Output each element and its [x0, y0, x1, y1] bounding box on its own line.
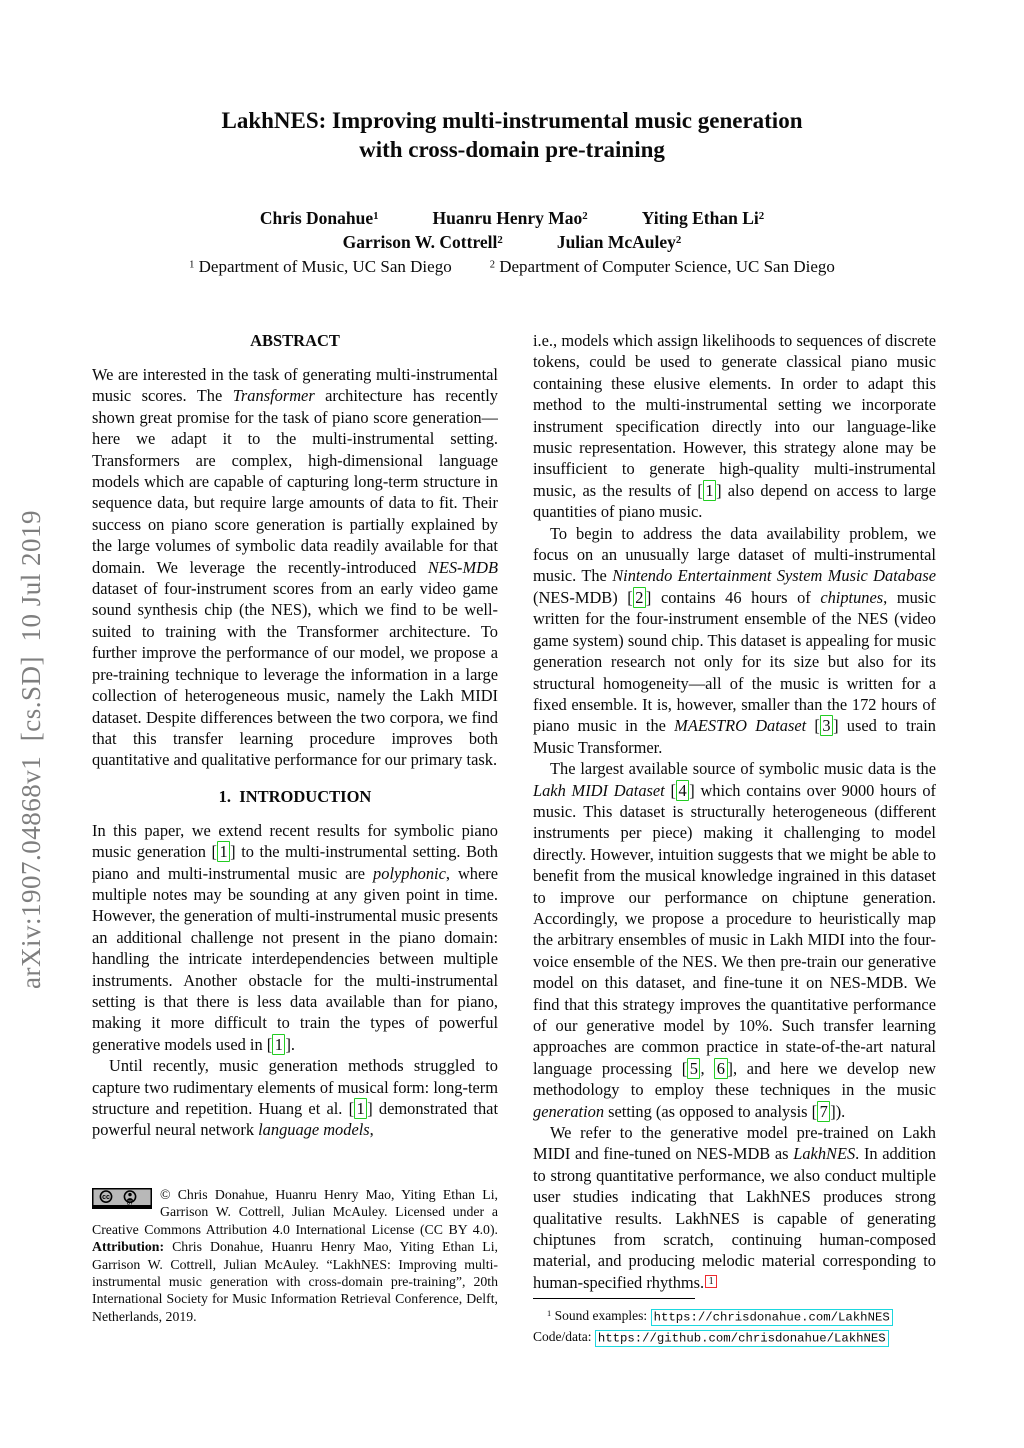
- italic-text: MAESTRO Dataset: [674, 716, 807, 736]
- superscript: 2: [582, 210, 588, 223]
- text-segment: Chris Donahue: [259, 208, 374, 228]
- affiliations: [0, 255, 1024, 279]
- text-segment: Julian McAuley: [556, 232, 676, 252]
- bold-text: Attribution:: [92, 1239, 165, 1255]
- footnote-line-1: $^1$ Sound examples: https://chrisdonahue.com/LakhNES: [533, 1306, 936, 1327]
- italic-text: Lakh MIDI Dataset: [533, 780, 665, 800]
- body-paragraph-4: We refer to the generative model pre-trained on Lakh MIDI and fine-tuned on NES-MDB as LakhNES. In addition to strong quantitative performance, we also conduct multiple user studies indicating that LakhNES produces strong qualitative results. LakhNES is capable of generating chiptunes from scratch, continuing human-composed material, and producing melodic material corresponding to human-specified rhythms. $^1$: [533, 1123, 937, 1292]
- introduction-heading: 1. INTRODUCTION: [218, 786, 372, 806]
- superscript: 2: [497, 234, 503, 247]
- svg-text:BY: BY: [127, 1200, 133, 1206]
- right-column-body: [533, 330, 936, 1293]
- footnote-rule: [533, 1298, 695, 1299]
- superscript: 1: [547, 1309, 552, 1319]
- text-segment: Garrison W. Cottrell: [342, 232, 498, 252]
- authors-row-2: [0, 230, 1024, 254]
- italic-text: Nintendo Entertainment System Music Database: [612, 566, 936, 586]
- paper-title-line2: with cross-domain pre-training: [359, 137, 665, 162]
- license-text: © Chris Donahue, Huanru Henry Mao, Yiting Ethan Li, Garrison W. Cottrell, Julian McAuley. Licensed under a Creative Commons Attribution 4.0 International License (CC BY 4.0). Attribution: Chris Donahue, Huanru Henry Mao, Yiting Ethan Li, Garrison W. Cottrell, Julian McAuley. “LakhNES: Improving multi-instrumental music generation with cross-domain pre-training”, 20th International Society for Music Information Retrieval Conference, Delft, Netherlands, 2019.: [92, 1187, 498, 1324]
- text-segment: Department of Computer Science, UC San Diego: [494, 257, 835, 276]
- paper-title-line1: LakhNES: Improving multi-instrumental music generation: [221, 108, 803, 133]
- arxiv-banner: arXiv:1907.04868v1 [cs.SD] 10 Jul 2019: [16, 510, 46, 990]
- url-link[interactable]: https://chrisdonahue.com/LakhNES: [651, 1309, 893, 1326]
- text-segment: Yiting Ethan Li: [641, 208, 759, 228]
- superscript: 1: [189, 259, 195, 271]
- body-paragraph-2: To begin to address the data availability problem, we focus on an unusually large dataset of multi-instrumental music. The Nintendo Entertainment System Music Database (NES-MDB) [ 2 ] contains 46 hours of chiptunes, music written for the four-instrument ensemble of the NES (video game system) sound chip. This dataset is appealing for music generation research not only for its size but also for its structural homogeneity—all of the music is written for a fixed ensemble. It is, however, smaller than the 172 hours of piano music in the MAESTRO Dataset [ 3 ] used to train Music Transformer.: [533, 523, 936, 757]
- citation-link[interactable]: 1: [272, 1034, 285, 1055]
- svg-text:cc: cc: [102, 1194, 110, 1201]
- italic-text: LakhNES: [793, 1144, 856, 1164]
- citation-link[interactable]: 1: [354, 1098, 367, 1119]
- text-segment: Huanru Henry Mao: [432, 208, 583, 228]
- citation-link[interactable]: 3: [820, 715, 833, 736]
- superscript: 2: [758, 210, 765, 223]
- italic-text: polyphonic: [373, 863, 446, 883]
- superscript: 2: [675, 234, 682, 247]
- italic-text: Transformer: [232, 386, 315, 406]
- right-column: [533, 330, 936, 1348]
- footnote-block: [533, 1293, 936, 1348]
- cc-by-badge-icon: [92, 1188, 152, 1209]
- citation-link[interactable]: 7: [817, 1101, 830, 1122]
- superscript: 2: [489, 259, 495, 271]
- italic-text: NES-MDB: [427, 557, 498, 577]
- intro-paragraph-1: In this paper, we extend recent results for symbolic piano music generation [ 1 ] to the multi-instrumental setting. Both piano and multi-instrumental music are polyphonic, where multiple notes may be sounding at any given point in time. However, the generation of multi-instrumental music presents an additional challenge not present in the piano domain: handling the intricate interdependencies between multiple instruments. Another obstacle for the multi-instrumental setting is that there is less data available than for piano, making it more difficult to train the types of powerful generative models used in [ 1 ].: [92, 820, 498, 1054]
- italic-text: language models: [258, 1120, 370, 1140]
- superscript: 1: [373, 210, 379, 223]
- citation-link[interactable]: 4: [676, 780, 689, 801]
- url-link[interactable]: https://github.com/chrisdonahue/LakhNES: [595, 1330, 889, 1347]
- intro-paragraph-2: Until recently, music generation methods struggled to capture two rudimentary elements of musical form: long-term structure and repetition. Huang et al. [ 1 ] demonstrated that powerful neural network language models,: [92, 1056, 498, 1140]
- footnote-ref-marker[interactable]: 1: [705, 1275, 717, 1288]
- citation-link[interactable]: 2: [633, 587, 646, 608]
- authors-row-1: [0, 206, 1024, 230]
- citation-link[interactable]: 1: [703, 480, 716, 501]
- abstract-text: We are interested in the task of generating multi-instrumental music scores. The Transformer architecture has recently shown great promise for the task of piano score generation—here we adapt it to the multi-instrumental setting. Transformers are complex, high-dimensional language models which are capable of capturing long-term structure in sequence data, but require large amounts of data to fit. Their success on piano score generation is partially explained by the large volumes of symbolic data readily available for that domain. We leverage the recently-introduced NES-MDB dataset of four-instrument scores from an early video game sound synthesis chip (the NES), which we find to be well-suited to training with the Transformer architecture. To further improve the performance of our model, we propose a pre-training technique to leverage the information in a large collection of heterogeneous music, namely the Lakh MIDI dataset. Despite differences between the two corpora, we find that this transfer learning procedure improves both quantitative and qualitative performance for our primary task.: [92, 365, 498, 770]
- citation-link[interactable]: 5: [687, 1058, 700, 1079]
- body-paragraph-1: i.e., models which assign likelihoods to sequences of discrete tokens, could be used to generate classical piano music containing these elusive elements. In order to adapt this method to the multi-instrumental setting we incorporate instrument specification directly into our language-like music representation. However, this strategy alone may be insufficient to generate high-quality multi-instrumental music, as the results of [ 1 ] also depend on access to large quantities of piano music.: [533, 331, 936, 522]
- italic-text: generation: [533, 1101, 605, 1121]
- body-paragraph-3: The largest available source of symbolic music data is the Lakh MIDI Dataset [ 4 ] which contains over 9000 hours of music. This dataset is structurally heterogeneous (different instruments per piece) making it challenging to model directly. However, intuition suggests that we might be able to benefit from the musical knowledge ingrained in this dataset to improve our performance on chiptune generation. Accordingly, we propose a procedure to heuristically map the arbitrary ensembles of music in Lakh MIDI into the four-voice ensemble of the NES. We then pre-train our generative model on this dataset, and fine-tune it on NES-MDB. We find that this strategy improves the quantitative performance of our generative model by 10%. Such transfer learning approaches are common practice in state-of-the-art natural language processing [ 5 , 6 ], and here we develop new methodology to employ these techniques in the music generation setting (as opposed to analysis [ 7 ]).: [533, 759, 937, 1121]
- paper-header: [0, 106, 1024, 279]
- footnote-line-2: Code/data: https://github.com/chrisdonahue/LakhNES: [533, 1327, 936, 1348]
- citation-link[interactable]: 1: [217, 841, 230, 862]
- license-note: [92, 1186, 498, 1325]
- text-segment: Department of Music, UC San Diego: [194, 257, 452, 276]
- left-column: [92, 330, 498, 1182]
- italic-text: chiptunes: [820, 587, 884, 607]
- abstract-heading: ABSTRACT: [250, 331, 340, 350]
- citation-link[interactable]: 6: [714, 1058, 727, 1079]
